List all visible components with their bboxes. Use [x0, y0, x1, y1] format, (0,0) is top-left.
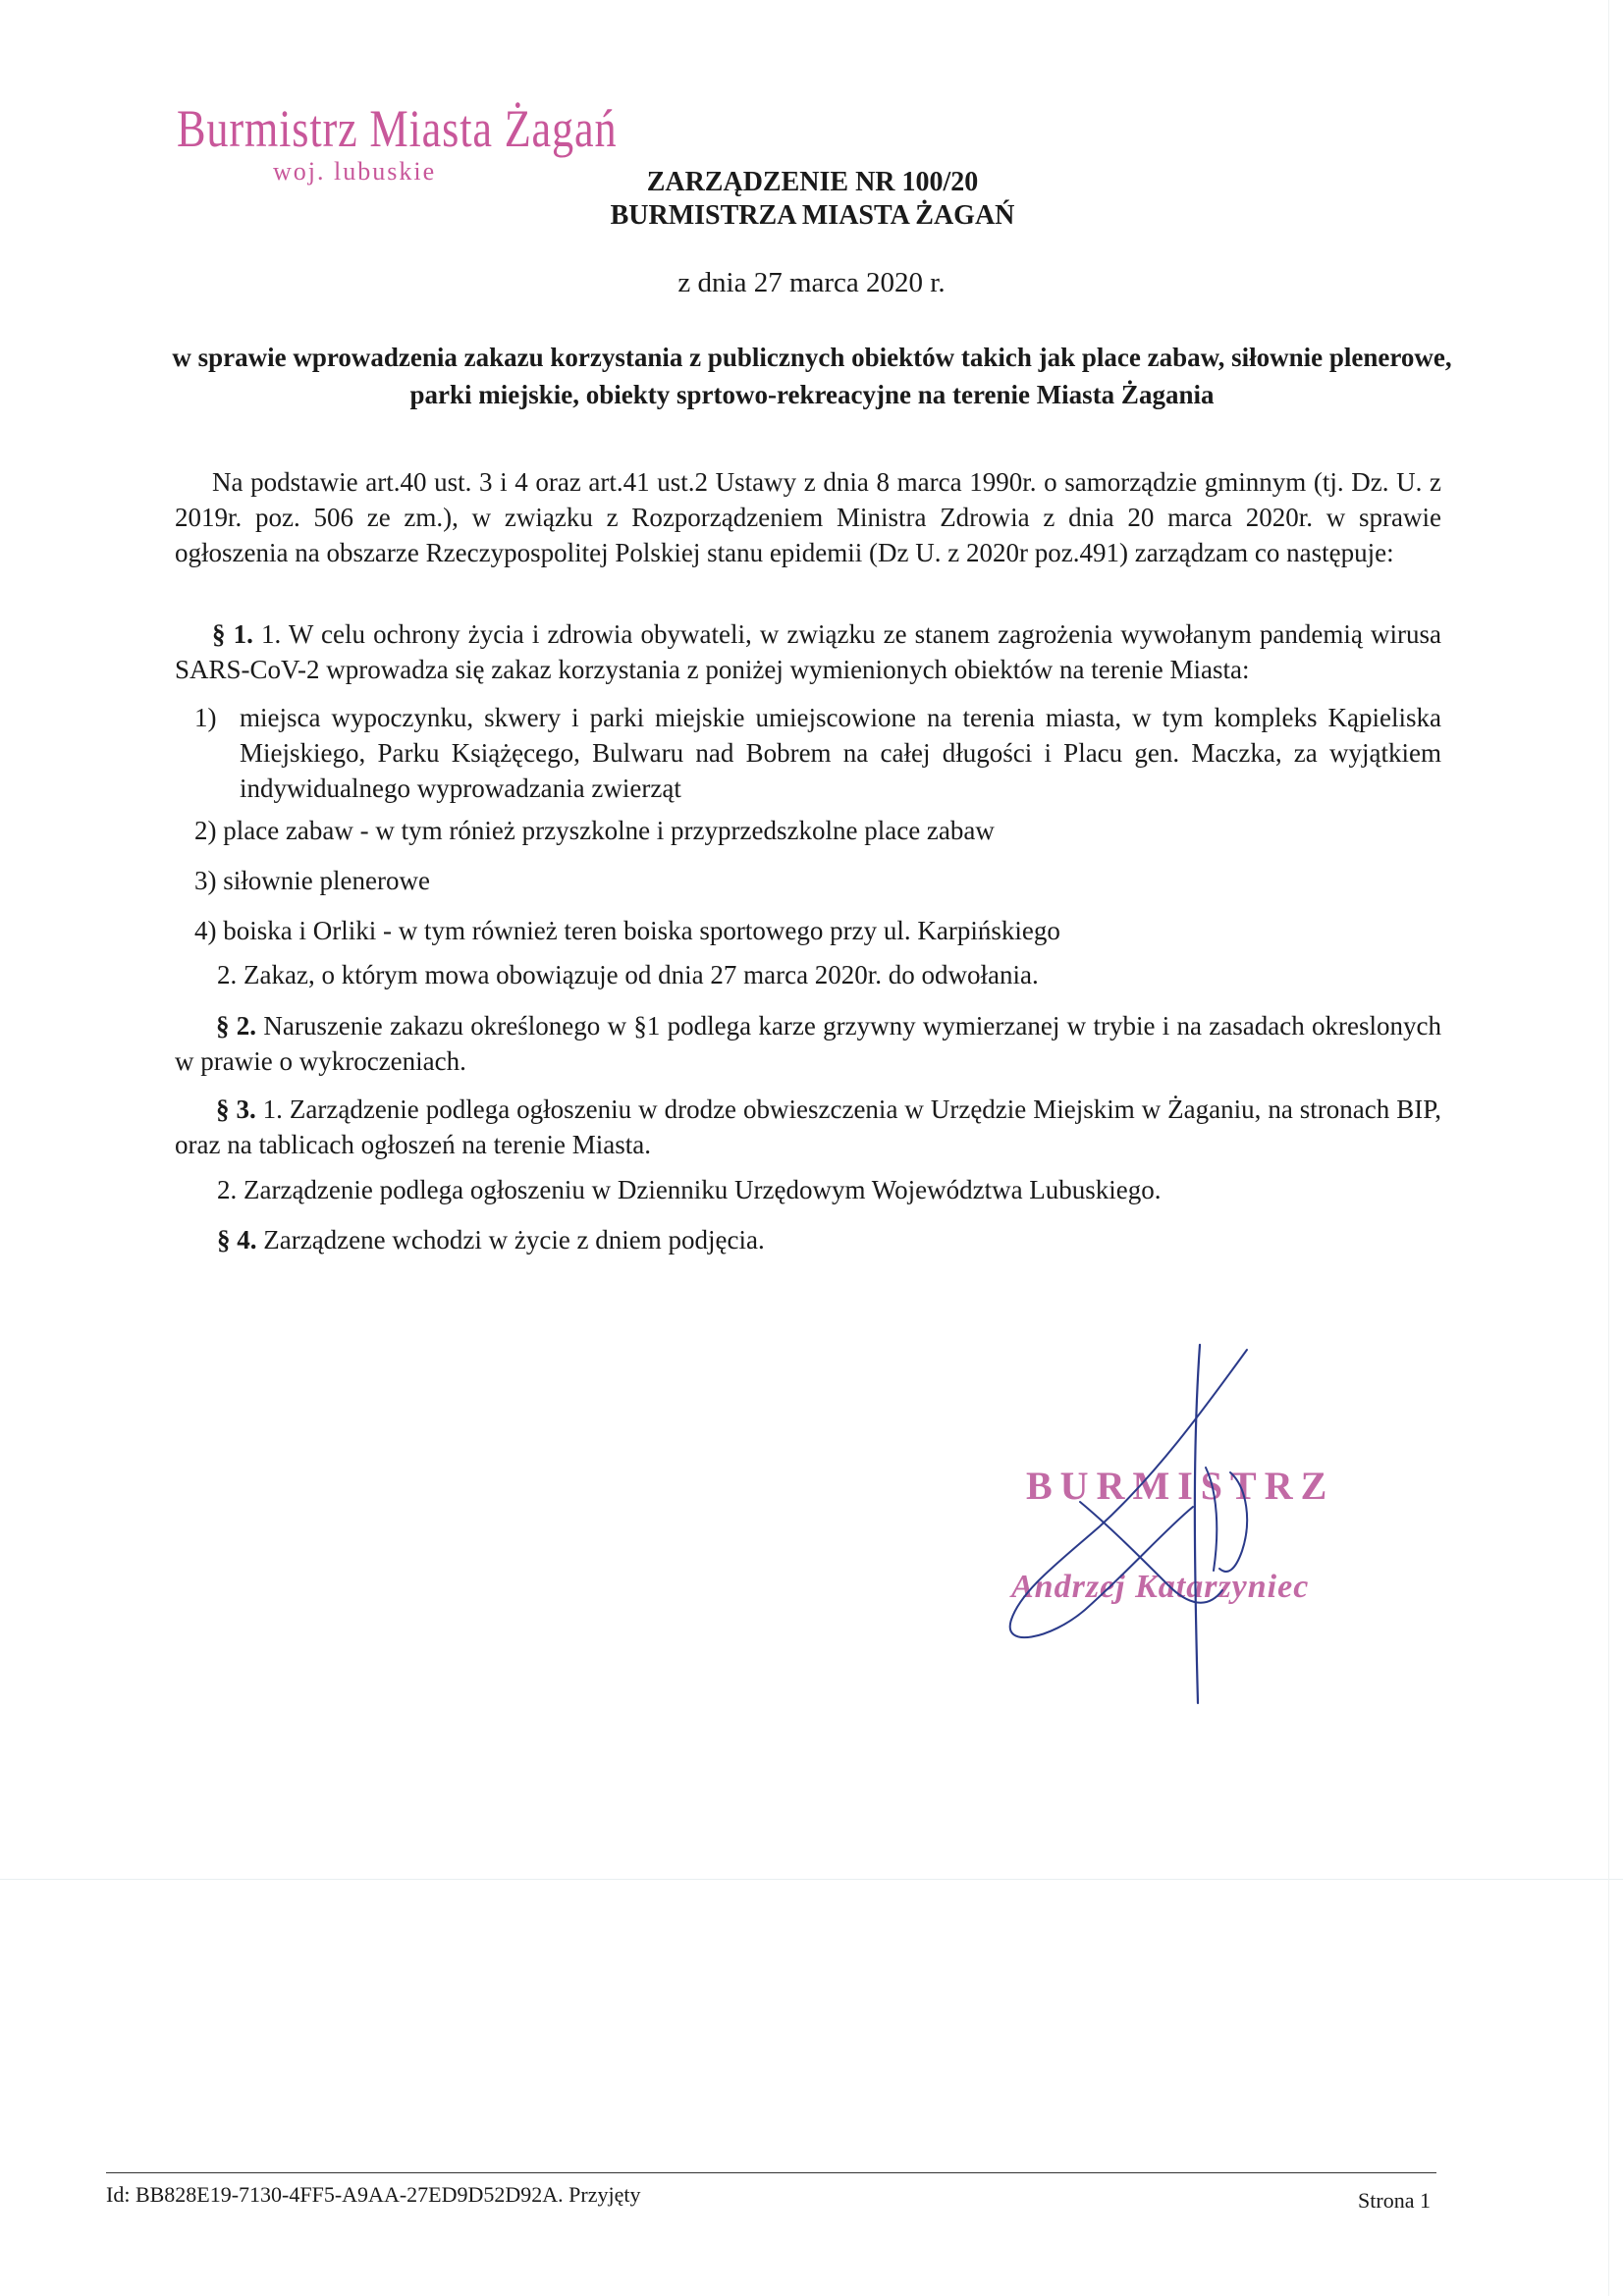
document-issuer: BURMISTRZA MIASTA ŻAGAŃ: [610, 200, 1015, 231]
section-3-paragraph-2: 2. Zarządzenie podlega ogłoszeniu w Dzienniku Urzędowym Województwa Lubuskiego.: [217, 1175, 1162, 1204]
document-subject: w sprawie wprowadzenia zakazu korzystania z publicznych obiektów takich jak place zabaw, siłownie plenerowe, parki miejskie, obiekty sprtowo-rekreacyjne na terenie Miasta Żagania: [172, 343, 1452, 409]
list-item-text: boiska i Orliki - w tym również teren boiska sportowego przy ul. Karpińskiego: [223, 916, 1060, 945]
document-date: z dnia 27 marca 2020 r.: [677, 267, 946, 298]
section-text: Zarządzene wchodzi w życie z dniem podjęcia.: [256, 1225, 765, 1255]
footer-divider: [106, 2172, 1436, 2173]
scan-artifact: [0, 1879, 1623, 1880]
section-text: 1. Zarządzenie podlega ogłoszeniu w drodze obwieszczenia w Urzędzie Miejskim w Żaganiu, na stronach BIP, oraz na tablicach ogłoszeń na terenie Miasta.: [175, 1095, 1441, 1159]
section-3-paragraph-1: [175, 1092, 1441, 1162]
handwritten-signature: [992, 1325, 1316, 1708]
list-item: [194, 863, 430, 898]
section-mark: § 2.: [216, 1011, 257, 1041]
list-item-number: 1): [194, 703, 217, 732]
list-item-number: 2): [194, 816, 217, 845]
section-2-paragraph: [175, 1008, 1441, 1079]
list-item: [194, 813, 995, 848]
list-item-text: place zabaw - w tym rónież przyszkolne i przyprzedszkolne place zabaw: [223, 816, 995, 845]
section-text: Naruszenie zakazu określonego w §1 podlega karze grzywny wymierzanej w trybie i na zasadach okreslonych w prawie o wykroczeniach.: [175, 1011, 1441, 1076]
section-mark: § 3.: [216, 1095, 256, 1124]
list-item-number: 3): [194, 866, 217, 895]
document-title: ZARZĄDZENIE NR 100/20: [646, 167, 979, 197]
footer-document-id: Id: BB828E19-7130-4FF5-A9AA-27ED9D52D92A. Przyjęty: [106, 2182, 641, 2207]
legal-basis-paragraph: Na podstawie art.40 ust. 3 i 4 oraz art.41 ust.2 Ustawy z dnia 8 marca 1990r. o samorządzie gminnym (tj. Dz. U. z 2019r. poz. 506 ze zm.), w związku z Rozporządzeniem Ministra Zdrowia z dnia 20 marca 2020r. w sprawie ogłoszenia na obszarze Rzeczypospolitej Polskiej stanu epidemii (Dz U. z 2020r poz.491) zarządzam co następuje:: [175, 467, 1441, 567]
signature-stamp-title: BURMISTRZ: [1026, 1464, 1335, 1508]
list-item-number: 4): [194, 916, 217, 945]
section-text: 1. W celu ochrony życia i zdrowia obywateli, w związku ze stanem zagrożenia wywołanym pandemią wirusa SARS-CoV-2 wprowadza się zakaz korzystania z poniżej wymienionych obiektów na terenie Miasta:: [175, 619, 1442, 684]
footer-page-number: Strona 1: [1358, 2188, 1431, 2213]
list-item: [194, 700, 1441, 806]
section-mark: § 1.: [212, 619, 253, 649]
scan-artifact: [1608, 0, 1609, 2296]
section-1-paragraph-2: 2. Zakaz, o którym mowa obowiązuje od dnia 27 marca 2020r. do odwołania.: [217, 960, 1039, 989]
list-item-text: siłownie plenerowe: [223, 866, 430, 895]
office-stamp-subtitle: woj. lubuskie: [273, 157, 437, 186]
section-mark: § 4.: [217, 1225, 257, 1255]
office-stamp-title: Burmistrz Miasta Żagań: [177, 99, 618, 158]
section-4-paragraph: [217, 1222, 765, 1257]
list-item-text: miejsca wypoczynku, skwery i parki miejskie umiejscowione na terenia miasta, w tym kompleks Kąpieliska Miejskiego, Parku Książęcego, Bulwaru nad Bobrem na całej długości i Placu gen. Maczka, za wyjątkiem indywidualnego wyprowadzania zwierząt: [240, 703, 1441, 803]
signature-stamp-name: Andrzej Katarzyniec: [1011, 1569, 1310, 1605]
list-item: [194, 913, 1060, 948]
section-1-paragraph-1: [175, 616, 1441, 687]
